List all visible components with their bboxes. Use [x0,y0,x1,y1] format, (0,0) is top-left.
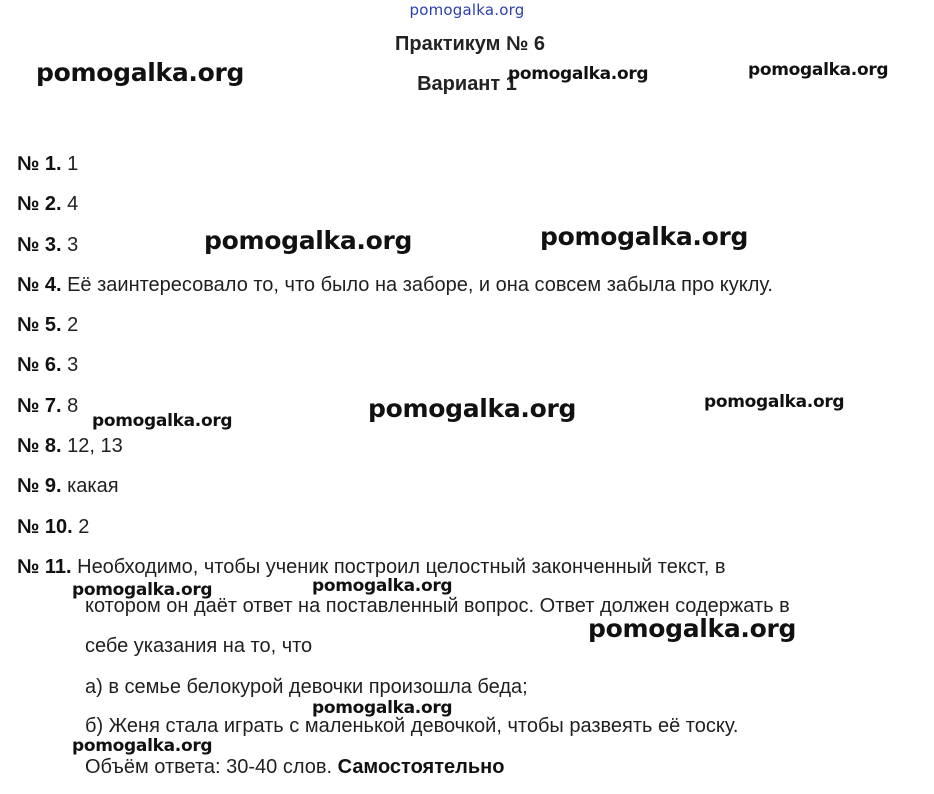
answer-number: № 5. [17,314,62,337]
answer-item [17,190,927,230]
answer-11-volume [85,753,934,781]
answer-11-line-2: себе указания на то, что [85,635,313,657]
answer-text: 2 [61,314,79,337]
variant-title: Вариант 1 [417,73,517,95]
answer-item [17,231,927,271]
answer-text: 4 [61,193,79,216]
answer-text: 3 [61,233,79,256]
answer-number: № 4. [17,273,62,296]
volume-text: Объём ответа: 30-40 слов. [85,756,338,778]
watermark: pomogalka.org [72,580,213,600]
watermark: pomogalka.org [704,392,845,412]
watermark: pomogalka.org [312,698,453,718]
watermark: pomogalka.org [540,222,749,251]
answer-number: № 6. [17,354,62,377]
answer-text: 1 [61,153,79,175]
page-title: Практикум № 6 [394,33,545,55]
answer-number: № 9. [17,475,62,498]
answer-text: 3 [61,354,79,377]
watermark: pomogalka.org [72,736,213,756]
answer-number: № 10. [17,515,73,538]
answer-11-point-b: б) Женя стала играть с маленькой девочкой, чтобы развеять её тоску. [85,715,739,737]
answer-item [17,311,927,351]
answer-text: 2 [72,515,90,538]
watermark: pomogalka.org [588,614,797,643]
answer-text: Необходимо, чтобы ученик построил целостный законченный текст, в [71,555,726,578]
answer-number: № 8. [17,435,62,458]
watermark: pomogalka.org [312,576,453,596]
answer-number: № 2. [17,193,62,216]
volume-strong: Самостоятельно [337,756,505,778]
answer-number: № 3. [17,233,62,256]
watermark: pomogalka.org [368,394,577,423]
answer-item [17,432,927,472]
answer-item [17,271,927,311]
answers-list [17,150,927,593]
watermark: pomogalka.org [92,411,233,431]
answer-text: какая [61,475,119,498]
answer-item [17,472,927,512]
answer-item [17,351,927,391]
site-link[interactable]: pomogalka.org [409,1,525,19]
answer-11-point-a: а) в семье белокурой девочки произошла беда; [85,676,528,698]
watermark: pomogalka.org [204,226,413,255]
answer-number: № 11. [17,555,72,578]
answer-text: 12, 13 [61,435,123,458]
answer-number: № 1. [17,153,62,175]
watermark: pomogalka.org [748,60,889,80]
answer-item [17,513,927,553]
answer-item [17,150,927,190]
answer-text: Её заинтересовало то, что было на заборе, и она совсем забыла про куклу. [61,273,773,296]
answer-text: 8 [61,394,79,417]
answer-number: № 7. [17,394,62,417]
answer-11-line-1: котором он даёт ответ на поставленный вопрос. Ответ должен содержать в [85,595,790,617]
watermark: pomogalka.org [36,58,245,87]
watermark: pomogalka.org [508,64,649,84]
